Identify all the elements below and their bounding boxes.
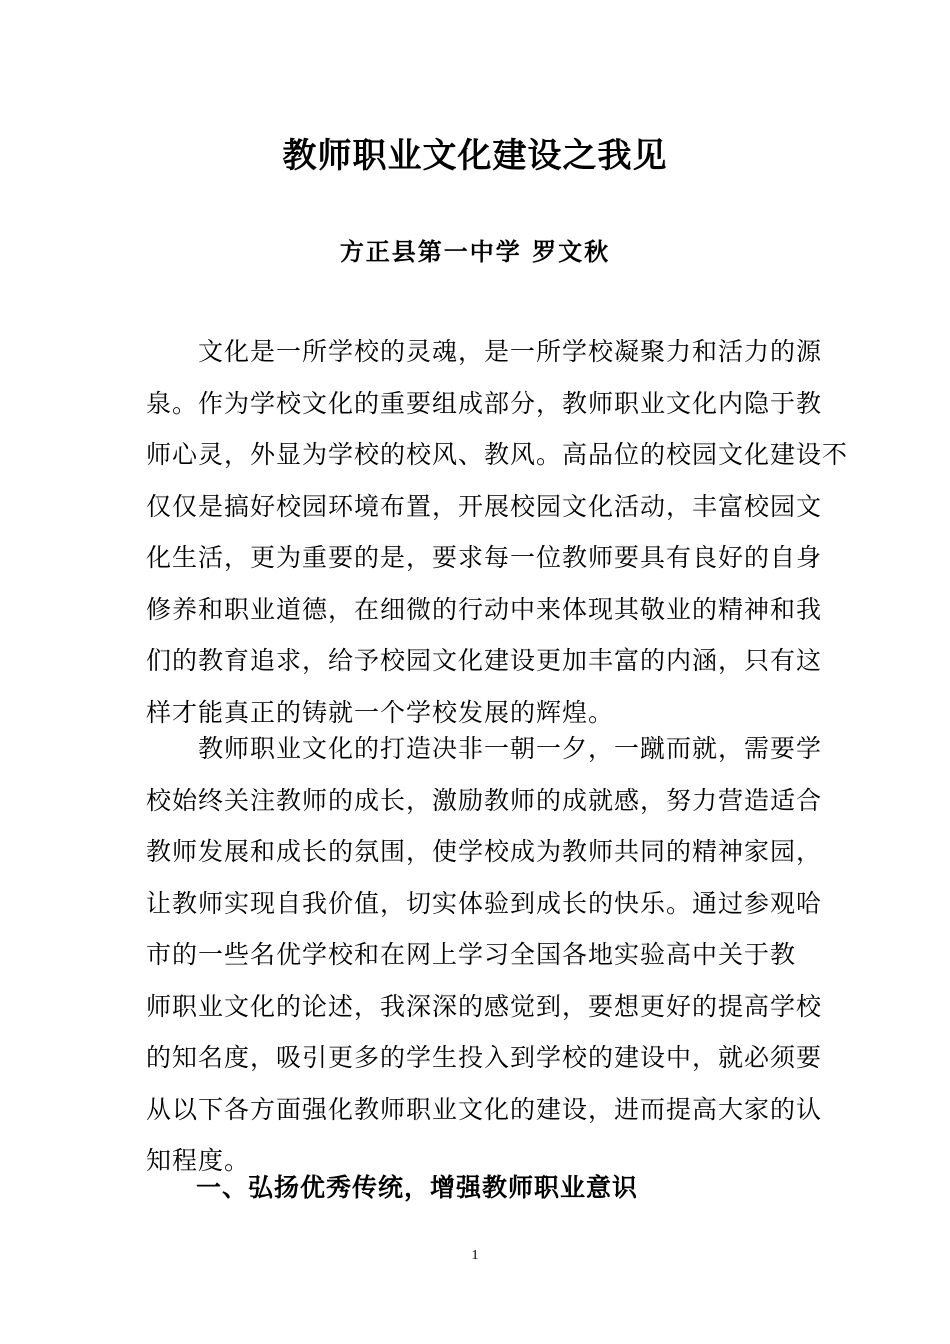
paragraph-line: 泉。作为学校文化的重要组成部分，教师职业文化内隐于教 bbox=[146, 388, 823, 418]
paragraph-line: 文化是一所学校的灵魂，是一所学校凝聚力和活力的源 bbox=[146, 337, 823, 366]
paragraph-line: 们的教育追求，给予校园文化建设更加丰富的内涵，只有这 bbox=[146, 646, 823, 675]
paragraph-2 bbox=[146, 723, 823, 1187]
paragraph-line: 师心灵，外显为学校的校风、教风。高品位的校园文化建设不 bbox=[146, 440, 849, 469]
author-line: 方正县第一中学 罗文秋 bbox=[339, 237, 611, 266]
paragraph-line: 师职业文化的论述，我深深的感觉到，要想更好的提高学校 bbox=[146, 991, 823, 1021]
paragraph-line: 的知名度，吸引更多的学生投入到学校的建设中，就必须要 bbox=[146, 1043, 823, 1072]
paragraph-line: 样才能真正的铸就一个学校发展的辉煌。 bbox=[146, 697, 615, 727]
paragraph-line: 教师发展和成长的氛围，使学校成为教师共同的精神家园， bbox=[146, 837, 823, 866]
document-title: 教师职业文化建设之我见 bbox=[282, 136, 668, 176]
page-number: 1 bbox=[471, 1248, 479, 1263]
section-heading: 一、弘扬优秀传统，增强教师职业意识 bbox=[196, 1173, 639, 1202]
paragraph-line: 修养和职业道德，在细微的行动中来体现其敬业的精神和我 bbox=[146, 594, 823, 624]
paragraph-line: 让教师实现自我价值，切实体验到成长的快乐。通过参观哈 bbox=[146, 888, 823, 918]
paragraph-line: 校始终关注教师的成长，激励教师的成就感，努力营造适合 bbox=[146, 785, 823, 815]
paragraph-line: 化生活，更为重要的是，要求每一位教师要具有良好的自身 bbox=[146, 543, 823, 572]
paragraph-line: 市的一些名优学校和在网上学习全国各地实验高中关于教 bbox=[146, 940, 797, 969]
paragraph-1 bbox=[146, 326, 849, 738]
paragraph-line: 教师职业文化的打造决非一朝一夕，一蹴而就，需要学 bbox=[146, 734, 823, 763]
paragraph-line: 从以下各方面强化教师职业文化的建设，进而提高大家的认 bbox=[146, 1094, 823, 1124]
paragraph-line: 知程度。 bbox=[146, 1146, 251, 1175]
paragraph-line: 仅仅是搞好校园环境布置，开展校园文化活动，丰富校园文 bbox=[146, 491, 823, 521]
